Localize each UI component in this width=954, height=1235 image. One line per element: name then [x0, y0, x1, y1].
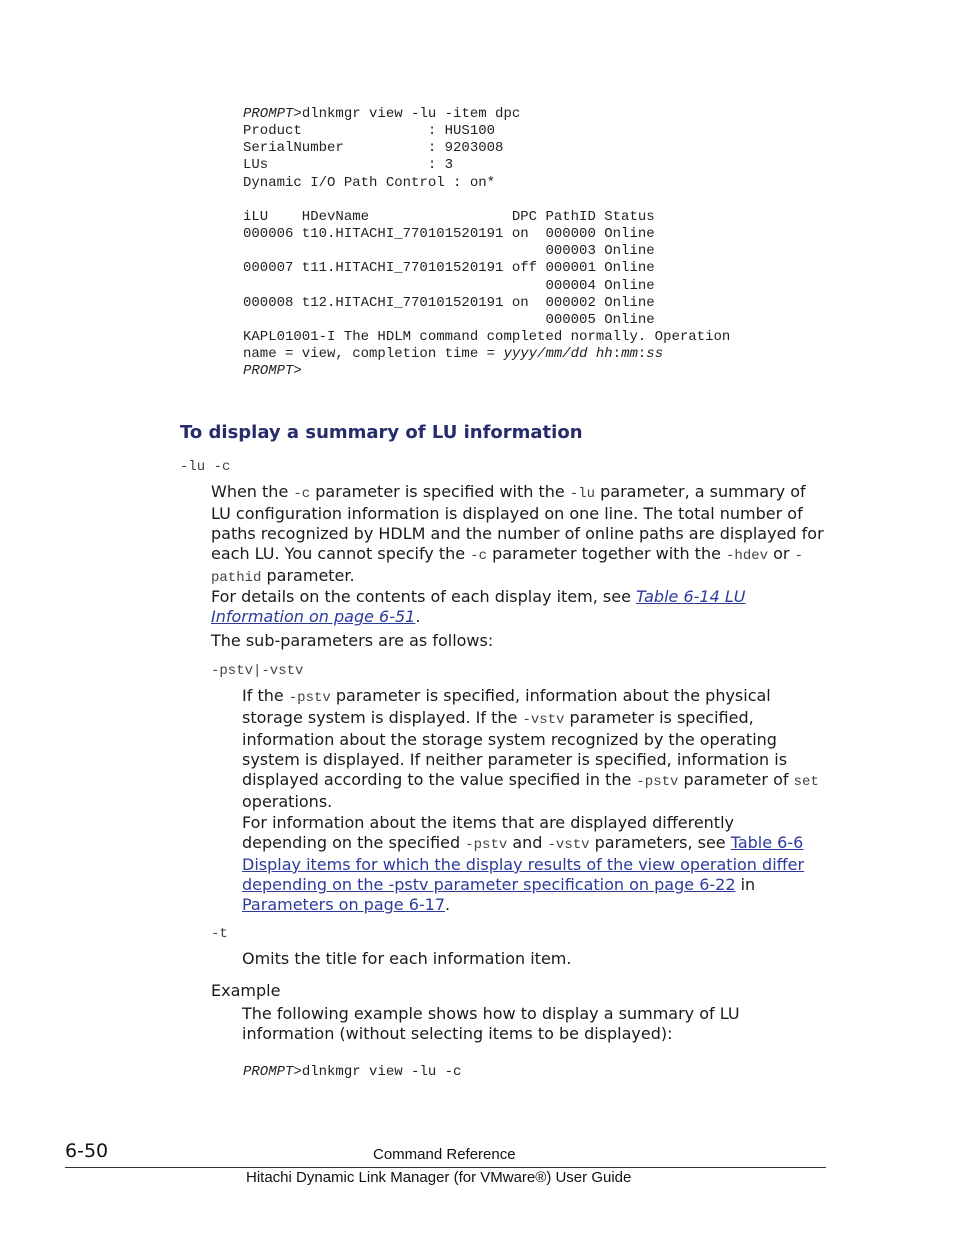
- link-parameters[interactable]: Parameters on page 6-17: [242, 895, 446, 914]
- option-label-t: -t: [211, 926, 228, 942]
- footer-guide-title: Hitachi Dynamic Link Manager (for VMware®) User Guide: [246, 1169, 632, 1186]
- code-example-view-lu-item-dpc: [243, 106, 730, 381]
- example-description: The following example shows how to display a summary of LU information (without selecting items to be displayed):: [242, 1004, 740, 1043]
- example-label: Example: [211, 981, 281, 1000]
- code-line: SerialNumber : 9203008: [243, 140, 504, 157]
- link-table-6-14[interactable]: Table 6-14 LU Information on page 6-51: [211, 587, 746, 626]
- code-line: 000003 Online: [243, 243, 655, 260]
- code-line: 000006 t10.HITACHI_770101520191 on 000000 Online: [243, 226, 655, 243]
- section-heading: To display a summary of LU information: [180, 422, 583, 443]
- option-label-lu-c: -lu -c: [180, 459, 231, 475]
- code-line: 000007 t11.HITACHI_770101520191 off 000001 Online: [243, 260, 655, 277]
- code-line: KAPL01001-I The HDLM command completed normally. Operation: [243, 329, 731, 346]
- code-line: 000004 Online: [243, 277, 655, 294]
- code-command: >dlnkmgr view -lu -item dpc: [293, 106, 521, 122]
- code-example-view-lu-c: [243, 1064, 461, 1081]
- code-line: LUs : 3: [243, 157, 454, 174]
- prompt-gt: >: [293, 363, 302, 380]
- prompt-placeholder: PROMPT: [243, 363, 294, 380]
- page-number: 6-50: [65, 1140, 109, 1162]
- link-table-6-6[interactable]: Table 6-6 Display items for which the display results of the view operation differ depending on the -pstv parameter specification on page 6-22: [242, 833, 805, 894]
- time-colon: :: [612, 346, 622, 363]
- footer-chapter-title: Command Reference: [373, 1146, 516, 1163]
- description-paragraph: When the -c parameter is specified with the -lu parameter, a summary of LU configuration information is displayed on one line. The total number of paths recognized by HDLM and the number of online paths are displayed for each LU. You cannot specify the -c parameter together with the -hdev or -pathid parameter.: [211, 482, 824, 586]
- t-description: Omits the title for each information item.: [242, 949, 572, 968]
- time-colon: :: [637, 346, 647, 363]
- pstv-description: If the -pstv parameter is specified, information about the physical storage system is displayed. If the -vstv parameter is specified, information about the storage system recognized by the operating system is displayed. If neither parameter is specified, information is displayed according to the value specified in the -pstv parameter of set operations.: [242, 686, 819, 811]
- prompt-placeholder: PROMPT: [243, 106, 294, 122]
- pstv-reference: For information about the items that are displayed differently depending on the specified -pstv and -vstv parameters, see Table 6-6 Display items for which the display results of the view operation differ depending on the -pstv parameter specification on page 6-22 in Parameters on page 6-17.: [242, 813, 805, 914]
- reference-paragraph: For details on the contents of each display item, see Table 6-14 LU Information on page 6-51.: [211, 587, 746, 626]
- code-line: 000005 Online: [243, 311, 655, 328]
- option-label-pstv-vstv: -pstv|-vstv: [211, 663, 304, 679]
- prompt-placeholder: PROMPT: [243, 1064, 294, 1080]
- code-line: iLU HDevName DPC PathID Status: [243, 208, 655, 225]
- completion-time-minutes: mm: [621, 346, 638, 363]
- code-line: Product : HUS100: [243, 123, 496, 140]
- completion-time-seconds: ss: [646, 346, 664, 363]
- completion-time-date: yyyy/mm/dd hh: [503, 346, 613, 363]
- footer-divider: [65, 1167, 826, 1168]
- code-completion-prefix: name = view, completion time =: [243, 346, 504, 363]
- code-line: 000008 t12.HITACHI_770101520191 on 000002 Online: [243, 294, 655, 311]
- code-line: Dynamic I/O Path Control : on*: [243, 174, 496, 191]
- code-command: >dlnkmgr view -lu -c: [293, 1064, 462, 1080]
- sub-parameters-intro: The sub-parameters are as follows:: [211, 631, 494, 650]
